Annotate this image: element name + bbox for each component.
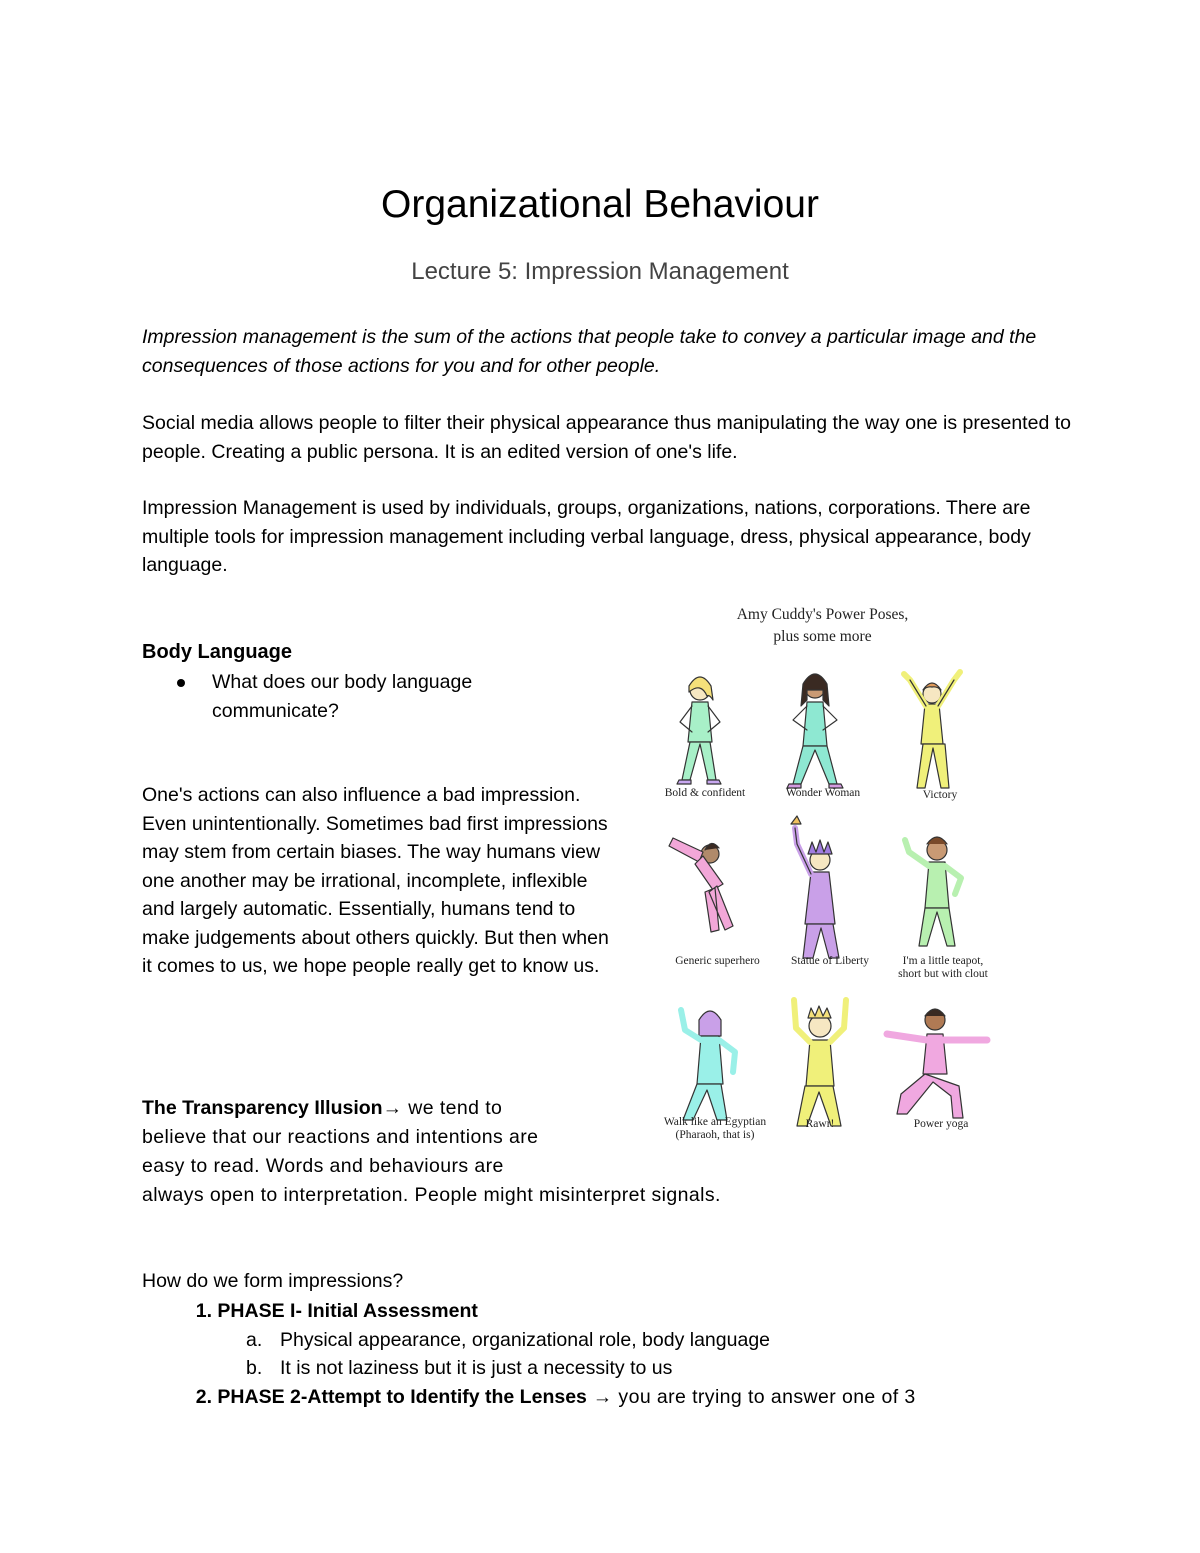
document-title: Organizational Behaviour [381,183,819,226]
figure-teapot [905,837,961,946]
form-impressions-question: How do we form impressions? [142,1270,404,1292]
figure-egyptian [681,1010,735,1120]
caption-egyptian-line-2: (Pharaoh, that is) [675,1129,755,1141]
phase-title: PHASE 2-Attempt to Identify the Lenses [217,1385,587,1408]
usage-paragraph: Impression Management is used by individuals, groups, organizations, nations, corporations. There are multiple tools for impression management including verbal language, dress, physical appearance, body language. [142,497,1031,576]
caption-teapot [883,955,1003,981]
figure-power-yoga [887,1009,987,1118]
list-item [142,1326,1102,1355]
transparency-line-4: always open to interpretation. People might misinterpret signals. [142,1184,721,1206]
actions-paragraph: One's actions can also influence a bad impression. Even unintentionally. Sometimes bad first impressions may stem from certain biases. The way humans view one another may be irrational, incomplete, inflexible and largely automatic. Essentially, humans tend to make judgements about others quickly. But then when it comes to us, we hope people really get to know us. [142,784,609,977]
power-poses-figure [645,588,1000,1153]
transparency-term: The Transparency Illusion [142,1097,383,1119]
social-media-paragraph: Social media allows people to filter their physical appearance thus manipulating the way one is presented to people. Creating a public persona. It is an edited version of one's life. [142,412,1071,463]
list-item: What does our body language communicate? [142,668,532,725]
sub-letter: a. [246,1328,263,1351]
list-item [142,1297,1102,1326]
sub-letter: b. [246,1357,263,1379]
caption-bold-confident: Bold & confident [664,787,746,799]
figure-rawr [794,1000,846,1126]
transparency-line-2: believe that our reactions and intentions are [142,1126,539,1148]
definition-paragraph: Impression management is the sum of the actions that people take to convey a particular image and the consequences of those actions for you and for other people. [142,326,1037,377]
caption-rawr: Rawr! [805,1118,835,1130]
caption-victory: Victory [922,789,958,801]
caption-egyptian [645,1116,785,1142]
sub-text: Physical appearance, organizational role, body language [280,1328,771,1351]
lecture-subtitle: Lecture 5: Impression Management [411,258,789,285]
phase-title: PHASE I- Initial Assessment [217,1300,478,1322]
caption-power-yoga: Power yoga [913,1118,969,1130]
body-language-bullets [142,668,562,725]
figure-generic-superhero [669,838,733,932]
caption-wonder-woman: Wonder Woman [785,787,861,799]
body-language-heading: Body Language [142,641,293,663]
list-item [142,1354,1102,1383]
figure-title-line-2: plus some more [773,628,872,645]
figure-wonder-woman [787,674,843,788]
phase-number: 2. [195,1385,212,1408]
figure-victory [904,672,960,788]
caption-egyptian-line-1: Walk like an Egyptian [663,1116,767,1128]
power-poses-illustration [645,588,1000,1153]
phase-rest: → you are trying to answer one of 3 [586,1385,916,1408]
list-item [142,1383,1102,1412]
caption-teapot-line-1: I'm a little teapot, [902,955,984,967]
figure-bold-confident [677,677,721,784]
transparency-line-1: → we tend to [382,1097,503,1119]
phase-list [142,1297,1102,1411]
transparency-line-3: easy to read. Words and behaviours are [142,1155,504,1177]
figure-statue-of-liberty [791,816,839,958]
phase-number: 1. [195,1300,212,1322]
sub-text: It is not laziness but it is just a necessity to us [280,1357,673,1379]
caption-teapot-line-2: short but with clout [898,968,988,980]
figure-title-line-1: Amy Cuddy's Power Poses, [736,606,909,623]
caption-generic-superhero: Generic superhero [675,955,760,967]
caption-statue-of-liberty: Statue of Liberty [791,955,869,967]
